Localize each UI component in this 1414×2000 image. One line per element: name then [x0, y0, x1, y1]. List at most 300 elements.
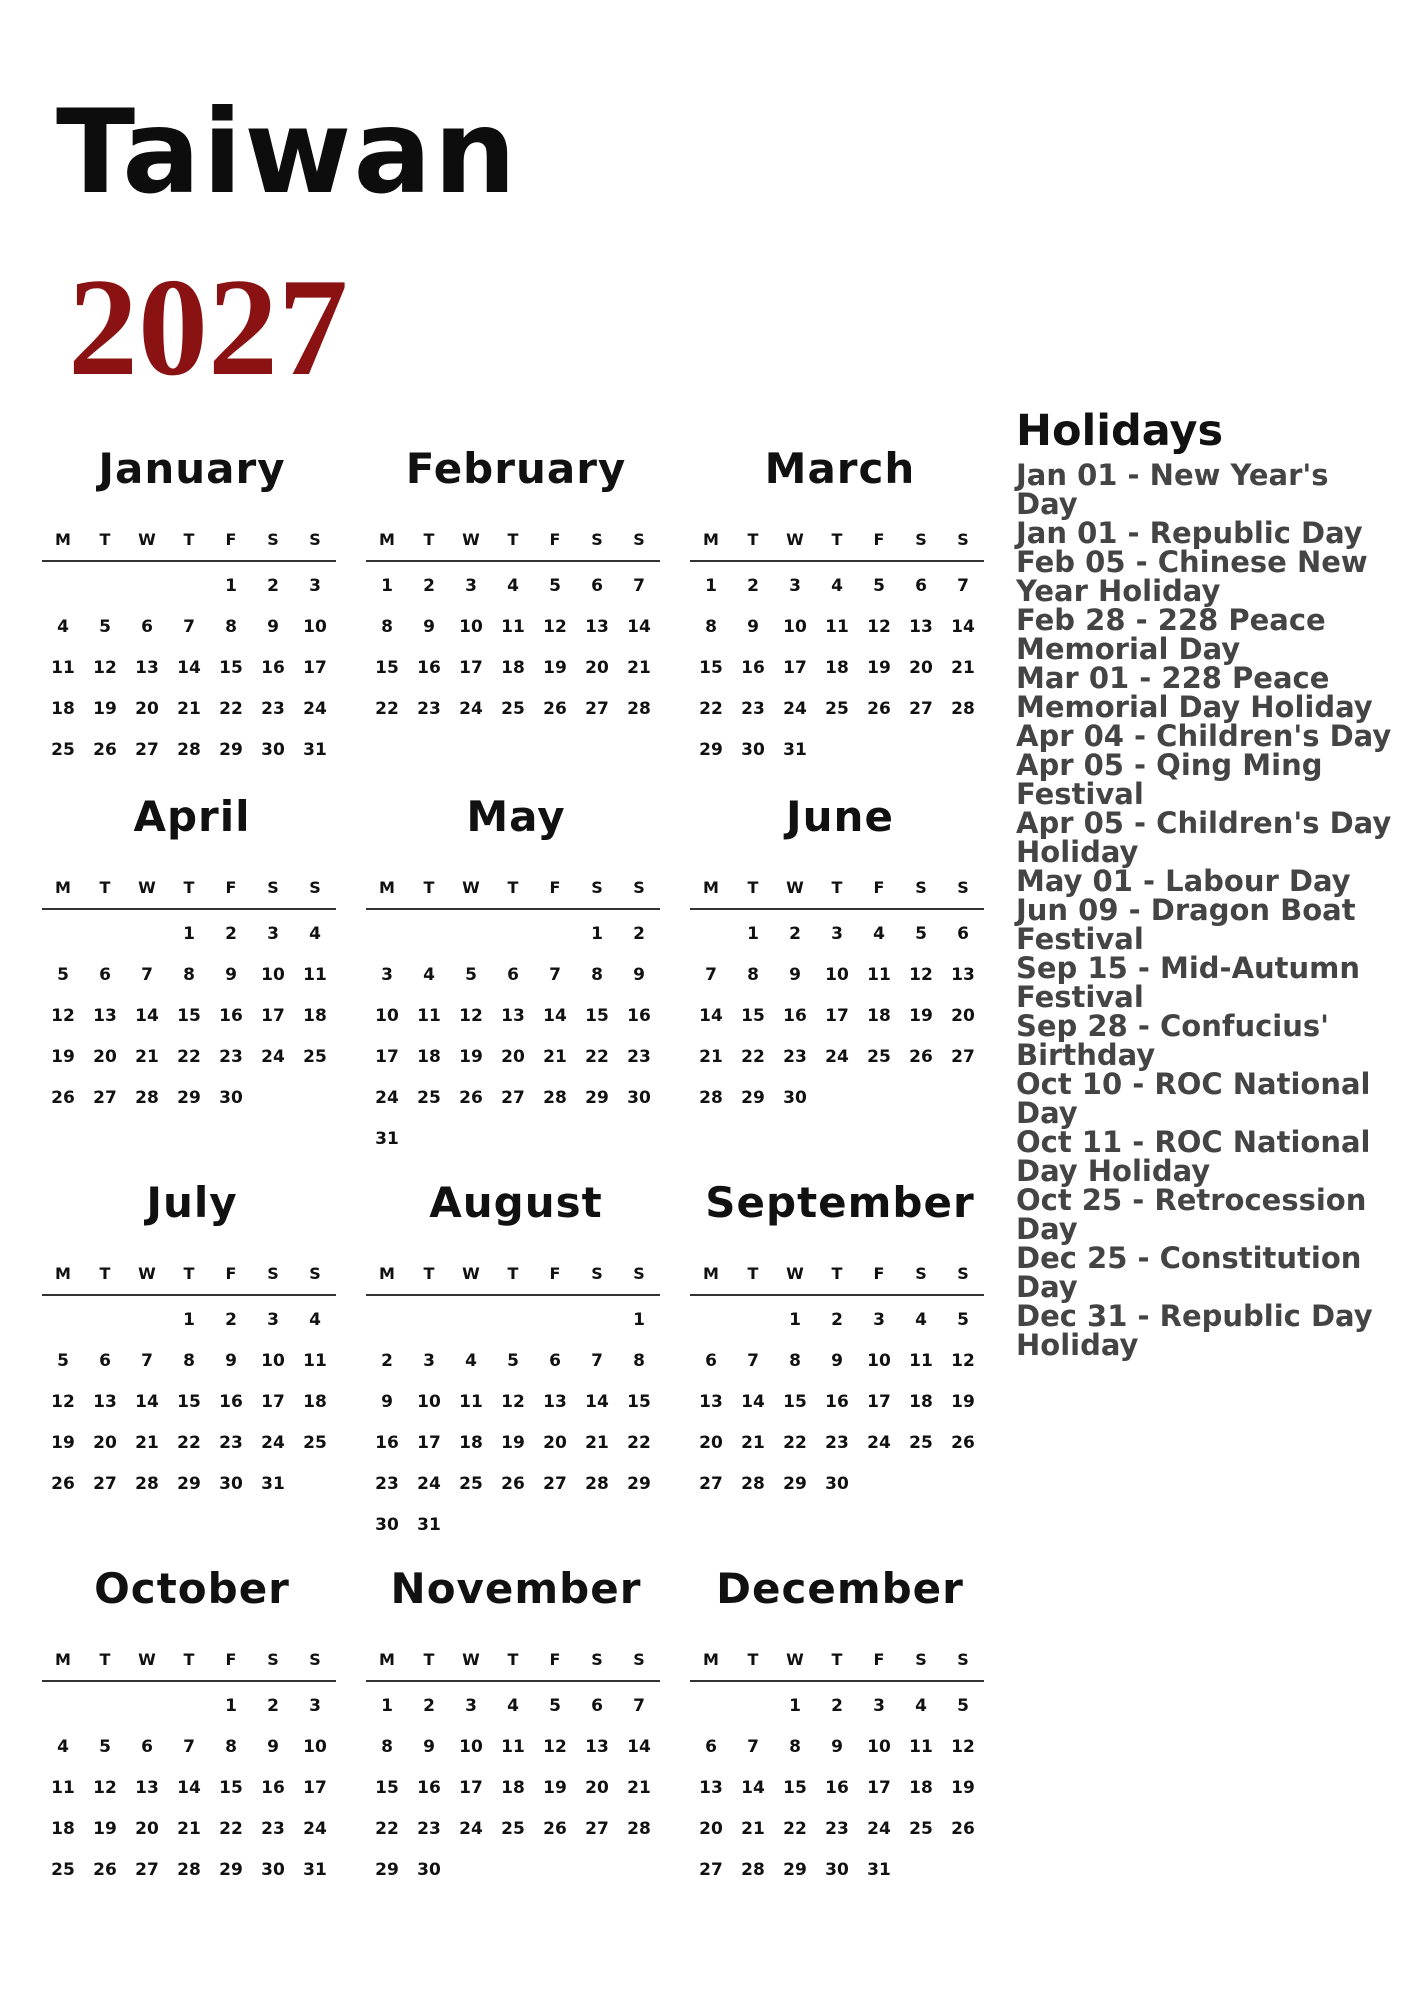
calendar-day: 28 [627, 699, 651, 719]
calendar-day: 27 [93, 1474, 117, 1494]
calendar-day: 4 [873, 924, 885, 944]
calendar-day: 19 [543, 658, 567, 678]
calendar-day: 26 [951, 1433, 975, 1453]
calendar-day: 6 [591, 1696, 603, 1716]
weekday-header: F [225, 1650, 237, 1669]
month-name: December [716, 1564, 964, 1613]
weekday-header: T [183, 878, 195, 897]
calendar-day: 17 [261, 1392, 285, 1412]
calendar-day: 9 [225, 965, 237, 985]
calendar-day: 30 [261, 740, 285, 760]
calendar-day: 19 [909, 1006, 933, 1026]
calendar-day: 25 [303, 1047, 327, 1067]
calendar-day: 3 [873, 1696, 885, 1716]
calendar-day: 3 [465, 1696, 477, 1716]
calendar-day: 1 [747, 924, 759, 944]
weekday-header-row [690, 1650, 984, 1670]
calendar-day: 14 [177, 658, 201, 678]
calendar-day: 27 [501, 1088, 525, 1108]
weekday-header: S [309, 530, 321, 549]
weekday-header-row [690, 1264, 984, 1284]
calendar-day: 27 [93, 1088, 117, 1108]
calendar-day: 10 [417, 1392, 441, 1412]
calendar-day: 27 [543, 1474, 567, 1494]
calendar-day: 5 [57, 965, 69, 985]
calendar-day: 24 [375, 1088, 399, 1108]
weekday-header: M [703, 878, 719, 897]
calendar-day: 31 [303, 740, 327, 760]
calendar-day: 14 [135, 1392, 159, 1412]
calendar-day: 5 [57, 1351, 69, 1371]
weekday-header: W [786, 530, 804, 549]
weekday-header-row [42, 878, 336, 898]
calendar-day: 19 [459, 1047, 483, 1067]
calendar-day: 25 [909, 1433, 933, 1453]
weekday-header: S [633, 1650, 645, 1669]
calendar-day: 12 [459, 1006, 483, 1026]
weekday-header: S [591, 1264, 603, 1283]
weekday-header: S [309, 1264, 321, 1283]
calendar-day: 19 [951, 1392, 975, 1412]
calendar-day: 26 [51, 1474, 75, 1494]
calendar-day: 11 [501, 1737, 525, 1757]
weekday-header-row [366, 878, 660, 898]
calendar-day: 17 [303, 658, 327, 678]
weekday-header-row [690, 530, 984, 550]
weekday-header: S [633, 530, 645, 549]
header-divider [42, 908, 336, 910]
calendar-day: 23 [741, 699, 765, 719]
calendar-day: 6 [957, 924, 969, 944]
calendar-day: 22 [783, 1433, 807, 1453]
calendar-day: 8 [183, 965, 195, 985]
calendar-day: 21 [951, 658, 975, 678]
month-june [690, 792, 990, 1156]
weekday-header-row [366, 1264, 660, 1284]
calendar-day: 15 [783, 1778, 807, 1798]
calendar-day: 7 [183, 617, 195, 637]
calendar-day: 6 [99, 965, 111, 985]
calendar-day: 10 [261, 1351, 285, 1371]
calendar-day: 30 [261, 1860, 285, 1880]
month-july [42, 1178, 342, 1542]
calendar-day: 24 [303, 699, 327, 719]
calendar-day: 28 [543, 1088, 567, 1108]
weekday-header: W [786, 1650, 804, 1669]
month-march [690, 444, 990, 808]
month-name: March [764, 444, 916, 493]
calendar-day: 20 [501, 1047, 525, 1067]
weekday-header: M [703, 1650, 719, 1669]
holiday-list [1016, 458, 1396, 1362]
calendar-day: 3 [267, 924, 279, 944]
calendar-day: 7 [141, 965, 153, 985]
weekday-header: W [138, 1264, 156, 1283]
calendar-day: 25 [417, 1088, 441, 1108]
calendar-day: 28 [741, 1474, 765, 1494]
calendar-day: 16 [417, 658, 441, 678]
calendar-day: 12 [93, 1778, 117, 1798]
calendar-day: 1 [705, 576, 717, 596]
calendar-day: 17 [459, 658, 483, 678]
calendar-day: 6 [507, 965, 519, 985]
header-divider [690, 908, 984, 910]
calendar-day: 15 [699, 658, 723, 678]
calendar-day: 22 [375, 699, 399, 719]
calendar-day: 1 [633, 1310, 645, 1330]
calendar-day: 26 [543, 1819, 567, 1839]
calendar-day: 31 [375, 1129, 399, 1149]
calendar-day: 9 [423, 1737, 435, 1757]
calendar-day: 21 [543, 1047, 567, 1067]
month-name: July [146, 1178, 238, 1227]
calendar-day: 25 [867, 1047, 891, 1067]
calendar-day: 18 [303, 1006, 327, 1026]
weekday-header: W [462, 878, 480, 897]
calendar-day: 2 [225, 924, 237, 944]
calendar-day: 28 [627, 1819, 651, 1839]
header-divider [366, 560, 660, 562]
calendar-day: 28 [177, 1860, 201, 1880]
holiday-item: Jan 01 - New Year's Day [1016, 458, 1329, 521]
calendar-day: 21 [627, 658, 651, 678]
calendar-day: 14 [627, 617, 651, 637]
calendar-day: 13 [585, 617, 609, 637]
weekday-header: T [507, 1264, 519, 1283]
calendar-day: 13 [699, 1778, 723, 1798]
calendar-day: 18 [501, 1778, 525, 1798]
calendar-day: 13 [699, 1392, 723, 1412]
calendar-day: 8 [183, 1351, 195, 1371]
calendar-day: 15 [783, 1392, 807, 1412]
calendar-day: 30 [627, 1088, 651, 1108]
weekday-header-row [42, 530, 336, 550]
calendar-day: 20 [951, 1006, 975, 1026]
calendar-day: 9 [267, 1737, 279, 1757]
calendar-day: 18 [417, 1047, 441, 1067]
calendar-day: 23 [219, 1047, 243, 1067]
calendar-day: 23 [261, 699, 285, 719]
calendar-day: 22 [219, 1819, 243, 1839]
calendar-day: 17 [459, 1778, 483, 1798]
calendar-day: 16 [219, 1006, 243, 1026]
calendar-day: 3 [831, 924, 843, 944]
calendar-day: 25 [909, 1819, 933, 1839]
calendar-day: 15 [375, 658, 399, 678]
calendar-day: 29 [741, 1088, 765, 1108]
calendar-day: 20 [585, 658, 609, 678]
calendar-day: 14 [951, 617, 975, 637]
calendar-day: 5 [465, 965, 477, 985]
calendar-day: 4 [915, 1310, 927, 1330]
calendar-day: 6 [549, 1351, 561, 1371]
calendar-day: 14 [585, 1392, 609, 1412]
weekday-header: T [99, 1650, 111, 1669]
calendar-day: 19 [867, 658, 891, 678]
calendar-day: 16 [783, 1006, 807, 1026]
weekday-header: M [55, 1650, 71, 1669]
calendar-day: 12 [93, 658, 117, 678]
calendar-day: 17 [867, 1778, 891, 1798]
calendar-day: 24 [867, 1819, 891, 1839]
calendar-day: 8 [789, 1351, 801, 1371]
calendar-day: 22 [783, 1819, 807, 1839]
calendar-day: 25 [501, 699, 525, 719]
calendar-day: 19 [93, 1819, 117, 1839]
calendar-day: 30 [825, 1474, 849, 1494]
calendar-day: 13 [93, 1006, 117, 1026]
holiday-item: Oct 25 - Retrocession Day [1016, 1183, 1367, 1246]
calendar-day: 30 [219, 1088, 243, 1108]
calendar-day: 12 [543, 617, 567, 637]
calendar-day: 12 [501, 1392, 525, 1412]
calendar-day: 27 [585, 699, 609, 719]
weekday-header: T [507, 878, 519, 897]
weekday-header: S [915, 1650, 927, 1669]
calendar-day: 22 [375, 1819, 399, 1839]
calendar-day: 6 [141, 1737, 153, 1757]
calendar-day: 2 [267, 576, 279, 596]
calendar-day: 29 [585, 1088, 609, 1108]
holiday-item: May 01 - Labour Day [1016, 864, 1351, 898]
calendar-day: 24 [417, 1474, 441, 1494]
calendar-day: 27 [909, 699, 933, 719]
calendar-day: 13 [951, 965, 975, 985]
calendar-day: 23 [417, 699, 441, 719]
calendar-day: 5 [99, 617, 111, 637]
calendar-day: 29 [783, 1474, 807, 1494]
header-divider [366, 908, 660, 910]
calendar-day: 30 [825, 1860, 849, 1880]
calendar-day: 14 [543, 1006, 567, 1026]
calendar-day: 30 [417, 1860, 441, 1880]
month-name: August [429, 1178, 603, 1227]
calendar-day: 9 [633, 965, 645, 985]
calendar-day: 21 [741, 1433, 765, 1453]
calendar-day: 23 [375, 1474, 399, 1494]
month-name: April [133, 792, 251, 841]
calendar-day: 8 [633, 1351, 645, 1371]
calendar-day: 14 [627, 1737, 651, 1757]
calendar-day: 11 [825, 617, 849, 637]
calendar-day: 26 [543, 699, 567, 719]
calendar-day: 26 [93, 740, 117, 760]
calendar-day: 17 [417, 1433, 441, 1453]
calendar-day: 1 [183, 1310, 195, 1330]
calendar-day: 5 [915, 924, 927, 944]
weekday-header: F [873, 530, 885, 549]
calendar-day: 2 [423, 1696, 435, 1716]
calendar-day: 20 [135, 1819, 159, 1839]
calendar-day: 28 [951, 699, 975, 719]
calendar-day: 9 [831, 1737, 843, 1757]
calendar-day: 17 [261, 1006, 285, 1026]
calendar-day: 9 [789, 965, 801, 985]
weekday-header: M [379, 878, 395, 897]
calendar-day: 13 [135, 1778, 159, 1798]
calendar-day: 4 [423, 965, 435, 985]
calendar-day: 23 [627, 1047, 651, 1067]
calendar-day: 24 [783, 699, 807, 719]
calendar-day: 3 [309, 576, 321, 596]
calendar-day: 29 [627, 1474, 651, 1494]
weekday-header-row [690, 878, 984, 898]
calendar-day: 3 [423, 1351, 435, 1371]
calendar-day: 28 [699, 1088, 723, 1108]
weekday-header: S [591, 530, 603, 549]
calendar-day: 11 [303, 1351, 327, 1371]
calendar-day: 12 [51, 1006, 75, 1026]
calendar-day: 9 [381, 1392, 393, 1412]
calendar-day: 4 [507, 1696, 519, 1716]
calendar-day: 6 [591, 576, 603, 596]
calendar-day: 5 [549, 576, 561, 596]
calendar-day: 16 [261, 658, 285, 678]
weekday-header: W [462, 530, 480, 549]
calendar-day: 10 [867, 1737, 891, 1757]
calendar-day: 30 [783, 1088, 807, 1108]
calendar-day: 1 [789, 1696, 801, 1716]
month-name: September [705, 1178, 975, 1227]
calendar-day: 26 [459, 1088, 483, 1108]
calendar-day: 16 [219, 1392, 243, 1412]
weekday-header: T [747, 1650, 759, 1669]
calendar-day: 16 [261, 1778, 285, 1798]
weekday-header: W [138, 878, 156, 897]
calendar-day: 18 [51, 699, 75, 719]
calendar-day: 5 [957, 1696, 969, 1716]
calendar-day: 19 [51, 1433, 75, 1453]
weekday-header: W [138, 530, 156, 549]
calendar-day: 8 [225, 617, 237, 637]
calendar-day: 13 [135, 658, 159, 678]
calendar-day: 17 [783, 658, 807, 678]
calendar-day: 29 [219, 1860, 243, 1880]
weekday-header: T [99, 878, 111, 897]
weekday-header: M [379, 1264, 395, 1283]
calendar-day: 12 [867, 617, 891, 637]
calendar-day: 6 [705, 1737, 717, 1757]
calendar-day: 23 [219, 1433, 243, 1453]
weekday-header: F [873, 1650, 885, 1669]
calendar-day: 23 [825, 1819, 849, 1839]
holiday-item: Feb 05 - Chinese New Year Holiday [1016, 545, 1368, 608]
month-name: January [98, 444, 286, 493]
calendar-day: 6 [141, 617, 153, 637]
calendar-day: 5 [99, 1737, 111, 1757]
calendar-day: 29 [219, 740, 243, 760]
weekday-header: T [747, 878, 759, 897]
calendar-day: 29 [177, 1088, 201, 1108]
calendar-day: 23 [261, 1819, 285, 1839]
holiday-item: Apr 05 - Children's Day Holiday [1016, 806, 1392, 869]
weekday-header: T [831, 1264, 843, 1283]
weekday-header: T [423, 530, 435, 549]
month-name: November [390, 1564, 642, 1613]
holiday-item: Apr 04 - Children's Day [1016, 719, 1392, 753]
calendar-day: 4 [57, 1737, 69, 1757]
calendar-day: 21 [585, 1433, 609, 1453]
calendar-day: 12 [543, 1737, 567, 1757]
weekday-header: W [786, 878, 804, 897]
calendar-day: 18 [501, 658, 525, 678]
weekday-header: M [703, 530, 719, 549]
calendar-day: 26 [909, 1047, 933, 1067]
calendar-day: 21 [177, 699, 201, 719]
calendar-day: 2 [267, 1696, 279, 1716]
month-february [366, 444, 666, 808]
calendar-day: 25 [303, 1433, 327, 1453]
calendar-day: 9 [831, 1351, 843, 1371]
calendar-day: 13 [909, 617, 933, 637]
calendar-day: 25 [501, 1819, 525, 1839]
calendar-day: 30 [741, 740, 765, 760]
calendar-day: 18 [867, 1006, 891, 1026]
calendar-day: 29 [375, 1860, 399, 1880]
weekday-header: F [225, 530, 237, 549]
calendar-day: 11 [51, 1778, 75, 1798]
holidays-title: Holidays [1016, 406, 1224, 456]
calendar-day: 24 [261, 1047, 285, 1067]
weekday-header: T [747, 1264, 759, 1283]
calendar-day: 5 [507, 1351, 519, 1371]
page-title: Taiwan [56, 85, 519, 220]
header-divider [690, 1680, 984, 1682]
weekday-header: F [873, 878, 885, 897]
header-divider [690, 560, 984, 562]
calendar-day: 1 [381, 1696, 393, 1716]
calendar-day: 23 [783, 1047, 807, 1067]
weekday-header: T [99, 530, 111, 549]
weekday-header: M [55, 878, 71, 897]
holiday-item: Jun 09 - Dragon Boat Festival [1016, 893, 1356, 956]
calendar-day: 8 [381, 617, 393, 637]
calendar-day: 11 [417, 1006, 441, 1026]
calendar-day: 13 [501, 1006, 525, 1026]
calendar-day: 10 [783, 617, 807, 637]
calendar-day: 11 [867, 965, 891, 985]
calendar-day: 8 [747, 965, 759, 985]
calendar-day: 20 [93, 1433, 117, 1453]
weekday-header: F [549, 878, 561, 897]
calendar-day: 17 [867, 1392, 891, 1412]
calendar-day: 17 [303, 1778, 327, 1798]
calendar-day: 12 [909, 965, 933, 985]
calendar-day: 4 [507, 576, 519, 596]
calendar-day: 16 [417, 1778, 441, 1798]
month-name: June [786, 792, 894, 841]
calendar-day: 25 [459, 1474, 483, 1494]
calendar-day: 20 [699, 1433, 723, 1453]
calendar-day: 7 [141, 1351, 153, 1371]
calendar-day: 18 [51, 1819, 75, 1839]
calendar-day: 3 [873, 1310, 885, 1330]
calendar-day: 7 [705, 965, 717, 985]
holidays-panel [1016, 406, 1396, 1362]
weekday-header: S [633, 1264, 645, 1283]
calendar-day: 2 [423, 576, 435, 596]
calendar-day: 29 [783, 1860, 807, 1880]
calendar-day: 26 [951, 1819, 975, 1839]
calendar-day: 8 [381, 1737, 393, 1757]
calendar-day: 24 [261, 1433, 285, 1453]
holiday-item: Dec 25 - Constitution Day [1016, 1241, 1362, 1304]
calendar-day: 9 [423, 617, 435, 637]
calendar-day: 12 [951, 1737, 975, 1757]
holiday-item: Dec 31 - Republic Day Holiday [1016, 1299, 1373, 1362]
weekday-header: T [507, 1650, 519, 1669]
calendar-day: 6 [915, 576, 927, 596]
